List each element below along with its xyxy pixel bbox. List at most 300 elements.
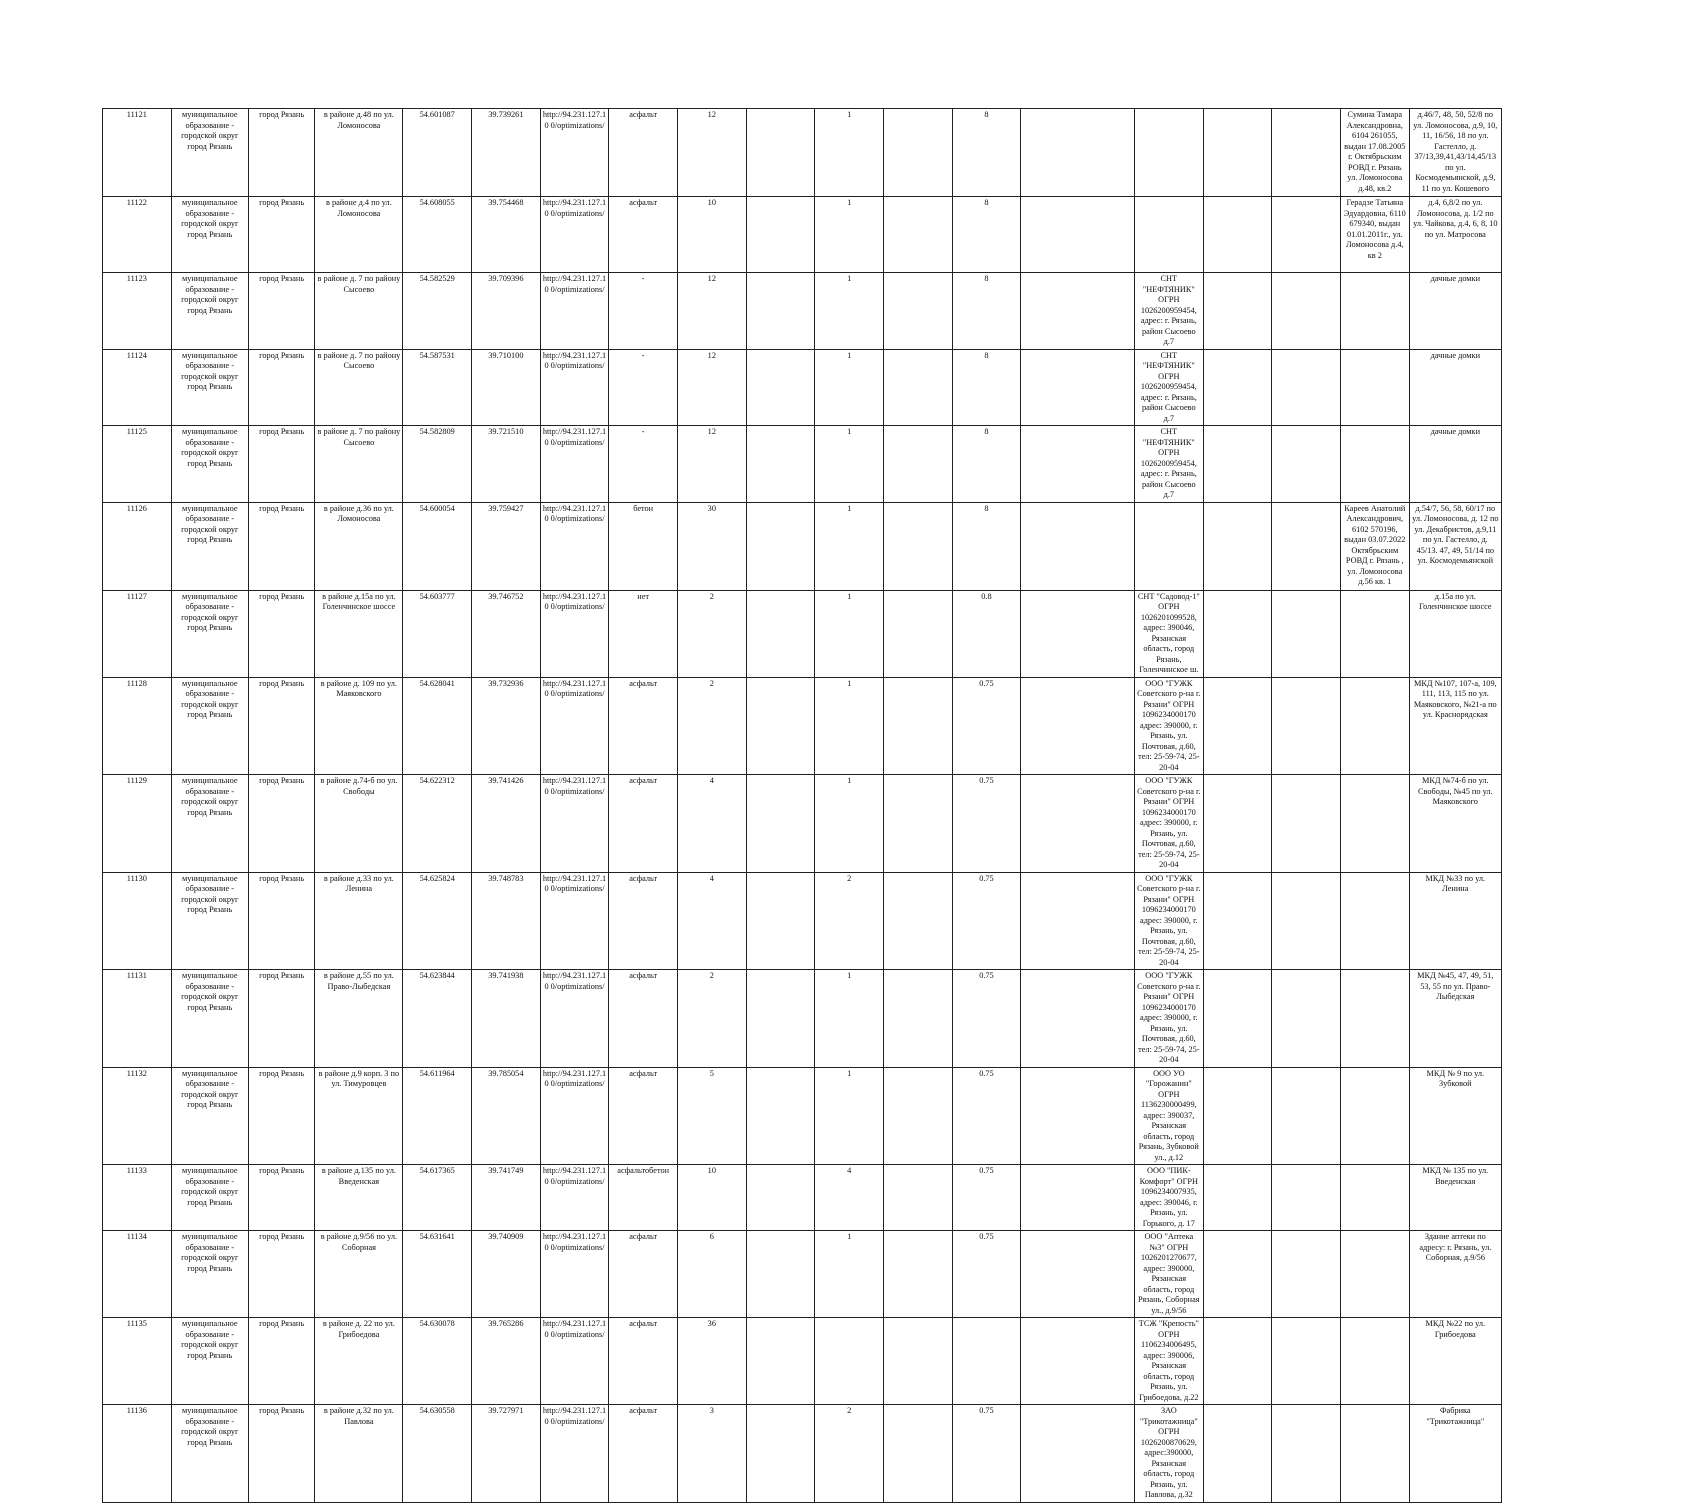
cell-area: 4 — [678, 872, 747, 970]
cell-municipality: муниципальное образование - городской округ город Рязань — [171, 273, 248, 350]
cell-empty — [1021, 1318, 1135, 1405]
cell-owner — [1340, 970, 1409, 1068]
cell-area: 2 — [678, 590, 747, 677]
cell-id: 11129 — [103, 775, 172, 873]
cell-volume: 8 — [952, 426, 1021, 503]
cell-empty — [883, 349, 952, 426]
cell-organization: ТСЖ "Крепость" ОГРН 1106234006495, адрес: 390006, Рязанская область, город Рязань, ул. Грибоедова, д.22 — [1135, 1318, 1204, 1405]
cell-longitude: 39.727971 — [472, 1405, 541, 1503]
cell-longitude: 39.765286 — [472, 1318, 541, 1405]
cell-id: 11123 — [103, 273, 172, 350]
cell-id: 11121 — [103, 109, 172, 197]
cell-address: в районе д.32 по ул. Павлова — [315, 1405, 403, 1503]
cell-empty — [1272, 197, 1341, 273]
cell-area: 12 — [678, 109, 747, 197]
cell-area: 3 — [678, 1405, 747, 1503]
cell-address: в районе д.74-б по ул. Свободы — [315, 775, 403, 873]
cell-sources: дачные домки — [1409, 426, 1501, 503]
cell-count: 1 — [815, 273, 884, 350]
cell-empty — [746, 349, 815, 426]
cell-volume — [952, 1318, 1021, 1405]
cell-empty — [883, 677, 952, 775]
cell-city: город Рязань — [248, 1405, 315, 1503]
cell-longitude: 39.746752 — [472, 590, 541, 677]
cell-surface: бетон — [609, 502, 678, 590]
table-row — [103, 502, 1502, 590]
cell-empty — [883, 197, 952, 273]
cell-empty — [1272, 1165, 1341, 1231]
table-row — [103, 1318, 1502, 1405]
cell-latitude: 54.631641 — [403, 1231, 472, 1318]
cell-longitude: 39.732936 — [472, 677, 541, 775]
cell-empty — [746, 872, 815, 970]
cell-id: 11130 — [103, 872, 172, 970]
cell-empty — [1272, 590, 1341, 677]
cell-empty — [883, 502, 952, 590]
cell-municipality: муниципальное образование - городской округ город Рязань — [171, 970, 248, 1068]
cell-url: http://94.231.127.10 0/optimizations/ — [540, 1405, 609, 1503]
cell-organization — [1135, 109, 1204, 197]
cell-latitude: 54.611964 — [403, 1067, 472, 1165]
cell-owner — [1340, 426, 1409, 503]
cell-organization: СНТ "Садовод-1" ОГРН 1026201099528, адрес: 390046, Рязанская область, город Рязань, Голенчинское ш. — [1135, 590, 1204, 677]
cell-url: http://94.231.127.10 0/optimizations/ — [540, 1165, 609, 1231]
cell-id: 11136 — [103, 1405, 172, 1503]
cell-sources: МКД №22 по ул. Грибоедова — [1409, 1318, 1501, 1405]
cell-address: в районе д.33 по ул. Ленина — [315, 872, 403, 970]
cell-empty — [1203, 273, 1272, 350]
cell-empty — [746, 1318, 815, 1405]
cell-empty — [883, 1405, 952, 1503]
cell-empty — [1021, 1231, 1135, 1318]
cell-empty — [1021, 109, 1135, 197]
cell-municipality: муниципальное образование - городской округ город Рязань — [171, 677, 248, 775]
cell-sources: МКД № 135 по ул. Введенская — [1409, 1165, 1501, 1231]
cell-count: 4 — [815, 1165, 884, 1231]
cell-organization: СНТ "НЕФТЯНИК" ОГРН 1026200959454, адрес: г. Рязань, район Сысоево д.7 — [1135, 273, 1204, 350]
cell-empty — [1203, 775, 1272, 873]
cell-count: 1 — [815, 590, 884, 677]
table-row — [103, 1405, 1502, 1503]
cell-municipality: муниципальное образование - городской округ город Рязань — [171, 775, 248, 873]
cell-count: 1 — [815, 502, 884, 590]
cell-count: 2 — [815, 1405, 884, 1503]
cell-municipality: муниципальное образование - городской округ город Рязань — [171, 1231, 248, 1318]
cell-address: в районе д.36 по ул. Ломоносова — [315, 502, 403, 590]
cell-address: в районе д. 7 по району Сысоево — [315, 349, 403, 426]
cell-address: в районе д.4 по ул. Ломоносова — [315, 197, 403, 273]
cell-volume: 0.75 — [952, 872, 1021, 970]
cell-empty — [1021, 872, 1135, 970]
cell-owner — [1340, 1318, 1409, 1405]
table-row — [103, 349, 1502, 426]
cell-surface: асфальт — [609, 677, 678, 775]
cell-volume: 0.75 — [952, 677, 1021, 775]
cell-empty — [1272, 970, 1341, 1068]
table-row — [103, 872, 1502, 970]
cell-empty — [883, 273, 952, 350]
cell-organization — [1135, 502, 1204, 590]
cell-area: 10 — [678, 1165, 747, 1231]
cell-longitude: 39.785054 — [472, 1067, 541, 1165]
cell-latitude: 54.628041 — [403, 677, 472, 775]
cell-empty — [1203, 677, 1272, 775]
cell-count: 1 — [815, 349, 884, 426]
cell-surface: - — [609, 426, 678, 503]
cell-surface: асфальт — [609, 197, 678, 273]
cell-surface: нет — [609, 590, 678, 677]
cell-address: в районе д. 7 по району Сысоево — [315, 426, 403, 503]
cell-city: город Рязань — [248, 590, 315, 677]
cell-id: 11122 — [103, 197, 172, 273]
cell-url: http://94.231.127.10 0/optimizations/ — [540, 109, 609, 197]
cell-longitude: 39.754468 — [472, 197, 541, 273]
cell-city: город Рязань — [248, 1231, 315, 1318]
cell-empty — [1203, 197, 1272, 273]
cell-municipality: муниципальное образование - городской округ город Рязань — [171, 502, 248, 590]
cell-count: 1 — [815, 1067, 884, 1165]
cell-empty — [1203, 349, 1272, 426]
cell-organization: ООО "ПИК-Комфорт" ОГРН 1096234007935, адрес: 390046, г. Рязань, ул. Горького, д. 17 — [1135, 1165, 1204, 1231]
cell-empty — [1021, 273, 1135, 350]
cell-empty — [746, 197, 815, 273]
cell-url: http://94.231.127.10 0/optimizations/ — [540, 775, 609, 873]
cell-latitude: 54.623844 — [403, 970, 472, 1068]
cell-empty — [1021, 590, 1135, 677]
cell-volume: 0.8 — [952, 590, 1021, 677]
cell-area: 10 — [678, 197, 747, 273]
cell-empty — [1021, 349, 1135, 426]
cell-empty — [746, 1405, 815, 1503]
cell-empty — [746, 970, 815, 1068]
cell-empty — [746, 426, 815, 503]
cell-latitude: 54.582809 — [403, 426, 472, 503]
cell-url: http://94.231.127.10 0/optimizations/ — [540, 197, 609, 273]
cell-empty — [883, 590, 952, 677]
cell-surface: асфальт — [609, 970, 678, 1068]
cell-volume: 0.75 — [952, 1405, 1021, 1503]
cell-volume: 0.75 — [952, 1067, 1021, 1165]
cell-surface: - — [609, 349, 678, 426]
cell-count: 1 — [815, 775, 884, 873]
cell-empty — [883, 872, 952, 970]
cell-url: http://94.231.127.10 0/optimizations/ — [540, 502, 609, 590]
cell-empty — [1272, 872, 1341, 970]
cell-url: http://94.231.127.10 0/optimizations/ — [540, 273, 609, 350]
cell-id: 11134 — [103, 1231, 172, 1318]
cell-surface: асфальт — [609, 1318, 678, 1405]
table-row — [103, 273, 1502, 350]
cell-empty — [1272, 109, 1341, 197]
cell-area: 30 — [678, 502, 747, 590]
cell-empty — [1272, 1405, 1341, 1503]
cell-latitude: 54.601087 — [403, 109, 472, 197]
cell-area: 4 — [678, 775, 747, 873]
cell-longitude: 39.740909 — [472, 1231, 541, 1318]
cell-owner — [1340, 273, 1409, 350]
cell-city: город Рязань — [248, 775, 315, 873]
cell-area: 2 — [678, 970, 747, 1068]
cell-empty — [746, 1067, 815, 1165]
cell-surface: асфальтобетон — [609, 1165, 678, 1231]
table-row — [103, 677, 1502, 775]
cell-empty — [1272, 1231, 1341, 1318]
cell-municipality: муниципальное образование - городской округ город Рязань — [171, 197, 248, 273]
cell-area: 12 — [678, 273, 747, 350]
cell-empty — [883, 1165, 952, 1231]
cell-longitude: 39.748783 — [472, 872, 541, 970]
cell-empty — [1021, 775, 1135, 873]
cell-volume: 0.75 — [952, 775, 1021, 873]
table-row — [103, 775, 1502, 873]
table-row — [103, 109, 1502, 197]
cell-municipality: муниципальное образование - городской округ город Рязань — [171, 590, 248, 677]
cell-empty — [1203, 502, 1272, 590]
cell-organization: ООО УО "Горожанин" ОГРН 1136230000499, адрес: 390037, Рязанская область, город Рязань, Зубковой ул., д.12 — [1135, 1067, 1204, 1165]
register-page — [102, 108, 1502, 1503]
cell-owner: Кареев Анатолий Александрович, 6102 570196, выдан 03.07.2022 Октябрьским РОВД г. Рязань , ул. Ломоносова д.56 кв. 1 — [1340, 502, 1409, 590]
cell-municipality: муниципальное образование - городской округ город Рязань — [171, 1318, 248, 1405]
cell-url: http://94.231.127.10 0/optimizations/ — [540, 677, 609, 775]
cell-organization: ООО "ГУЖК Советского р-на г. Рязани" ОГРН 1096234000170 адрес: 390000, г. Рязань, ул. Почтовая, д.60, тел: 25-59-74, 25-20-04 — [1135, 970, 1204, 1068]
cell-id: 11135 — [103, 1318, 172, 1405]
cell-count — [815, 1318, 884, 1405]
cell-municipality: муниципальное образование - городской округ город Рязань — [171, 872, 248, 970]
cell-volume: 0.75 — [952, 970, 1021, 1068]
cell-sources: д.15а по ул. Голенчинское шоссе — [1409, 590, 1501, 677]
cell-empty — [883, 1067, 952, 1165]
cell-organization — [1135, 197, 1204, 273]
cell-owner — [1340, 677, 1409, 775]
cell-area: 6 — [678, 1231, 747, 1318]
cell-empty — [1272, 1318, 1341, 1405]
cell-city: город Рязань — [248, 349, 315, 426]
cell-longitude: 39.721510 — [472, 426, 541, 503]
cell-volume: 8 — [952, 502, 1021, 590]
cell-empty — [883, 1318, 952, 1405]
cell-sources: МКД №74-б по ул. Свободы, №45 по ул. Маяковского — [1409, 775, 1501, 873]
cell-longitude: 39.709396 — [472, 273, 541, 350]
cell-municipality: муниципальное образование - городской округ город Рязань — [171, 109, 248, 197]
cell-surface: асфальт — [609, 1067, 678, 1165]
cell-longitude: 39.741938 — [472, 970, 541, 1068]
cell-empty — [746, 775, 815, 873]
cell-sources: МКД №107, 107-а, 109, 111, 113, 115 по ул. Маяковского, №21-а по ул. Краснорядская — [1409, 677, 1501, 775]
cell-sources: д.4, 6,8/2 по ул. Ломоносова, д. 1/2 по ул. Чайкова, д.4, 6, 8, 10 по ул. Матросова — [1409, 197, 1501, 273]
cell-owner: Герадзе Татьяна Эдуардовна, 6110 679340, выдан 01.01.2011г., ул. Ломоносова д.4, кв 2 — [1340, 197, 1409, 273]
cell-empty — [883, 426, 952, 503]
cell-municipality: муниципальное образование - городской округ город Рязань — [171, 426, 248, 503]
cell-count: 1 — [815, 970, 884, 1068]
cell-city: город Рязань — [248, 273, 315, 350]
cell-longitude: 39.741426 — [472, 775, 541, 873]
cell-volume: 8 — [952, 349, 1021, 426]
cell-organization: ООО "ГУЖК Советского р-на г. Рязани" ОГРН 1096234000170 адрес: 390000, г. Рязань, ул. Почтовая, д.60, тел: 25-59-74, 25-20-04 — [1135, 872, 1204, 970]
cell-empty — [1272, 349, 1341, 426]
cell-volume: 0.75 — [952, 1231, 1021, 1318]
cell-count: 1 — [815, 109, 884, 197]
cell-area: 36 — [678, 1318, 747, 1405]
cell-owner — [1340, 1231, 1409, 1318]
table-row — [103, 197, 1502, 273]
cell-latitude: 54.630558 — [403, 1405, 472, 1503]
cell-municipality: муниципальное образование - городской округ город Рязань — [171, 1165, 248, 1231]
cell-empty — [1021, 1165, 1135, 1231]
cell-latitude: 54.603777 — [403, 590, 472, 677]
cell-municipality: муниципальное образование - городской округ город Рязань — [171, 1067, 248, 1165]
cell-address: в районе д. 7 по району Сысоево — [315, 273, 403, 350]
cell-organization: СНТ "НЕФТЯНИК" ОГРН 1026200959454, адрес: г. Рязань, район Сысоево д.7 — [1135, 349, 1204, 426]
cell-city: город Рязань — [248, 197, 315, 273]
cell-owner: Сумина Тамара Александровна, 6104 261055, выдан 17.08.2005 г. Октябрьским РОВД г. Рязань ул. Ломоносова д.48, кв.2 — [1340, 109, 1409, 197]
cell-latitude: 54.622312 — [403, 775, 472, 873]
cell-empty — [1021, 502, 1135, 590]
cell-sources: Здание аптеки по адресу: г. Рязань, ул. Соборная, д.9/56 — [1409, 1231, 1501, 1318]
cell-empty — [1021, 970, 1135, 1068]
cell-empty — [1272, 502, 1341, 590]
cell-address: в районе д.9 корп. 3 по ул. Тимуровцев — [315, 1067, 403, 1165]
table-row — [103, 426, 1502, 503]
cell-organization: ЗАО "Трикотажница" ОГРН 1026200870629, адрес:390000, Рязанская область, город Рязань, ул. Павлова, д.32 — [1135, 1405, 1204, 1503]
cell-surface: асфальт — [609, 775, 678, 873]
cell-url: http://94.231.127.10 0/optimizations/ — [540, 872, 609, 970]
cell-surface: асфальт — [609, 1405, 678, 1503]
cell-latitude: 54.625824 — [403, 872, 472, 970]
cell-empty — [746, 273, 815, 350]
cell-id: 11131 — [103, 970, 172, 1068]
cell-organization: СНТ "НЕФТЯНИК" ОГРН 1026200959454, адрес: г. Рязань, район Сысоево д.7 — [1135, 426, 1204, 503]
cell-sources: МКД №45, 47, 49, 51, 53, 55 по ул. Право-Лыбедская — [1409, 970, 1501, 1068]
cell-city: город Рязань — [248, 502, 315, 590]
cell-latitude: 54.617365 — [403, 1165, 472, 1231]
cell-id: 11132 — [103, 1067, 172, 1165]
cell-id: 11133 — [103, 1165, 172, 1231]
cell-url: http://94.231.127.10 0/optimizations/ — [540, 590, 609, 677]
cell-latitude: 54.600054 — [403, 502, 472, 590]
cell-sources: дачные домки — [1409, 273, 1501, 350]
cell-municipality: муниципальное образование - городской округ город Рязань — [171, 1405, 248, 1503]
cell-empty — [746, 590, 815, 677]
cell-empty — [1272, 426, 1341, 503]
cell-id: 11126 — [103, 502, 172, 590]
cell-municipality: муниципальное образование - городской округ город Рязань — [171, 349, 248, 426]
cell-empty — [746, 1231, 815, 1318]
cell-empty — [1021, 677, 1135, 775]
cell-url: http://94.231.127.10 0/optimizations/ — [540, 970, 609, 1068]
cell-city: город Рязань — [248, 970, 315, 1068]
cell-empty — [1272, 273, 1341, 350]
cell-owner — [1340, 775, 1409, 873]
cell-surface: асфальт — [609, 872, 678, 970]
cell-latitude: 54.587531 — [403, 349, 472, 426]
cell-longitude: 39.739261 — [472, 109, 541, 197]
cell-count: 1 — [815, 677, 884, 775]
cell-sources: д.54/7, 56, 58, 60/17 по ул. Ломоносова, д. 12 по ул. Декабристов, д.9,11 по ул. Гастелло, д. 45/13. 47, 49, 51/14 по ул. Космодемьянской — [1409, 502, 1501, 590]
cell-empty — [746, 1165, 815, 1231]
cell-empty — [746, 677, 815, 775]
cell-area: 5 — [678, 1067, 747, 1165]
cell-id: 11125 — [103, 426, 172, 503]
cell-empty — [1021, 1067, 1135, 1165]
cell-empty — [1203, 109, 1272, 197]
cell-empty — [1203, 590, 1272, 677]
cell-sources: МКД № 9 по ул. Зубковой — [1409, 1067, 1501, 1165]
cell-owner — [1340, 1067, 1409, 1165]
cell-surface: асфальт — [609, 109, 678, 197]
cell-sources: Фабрика "Трикотажница" — [1409, 1405, 1501, 1503]
cell-empty — [1272, 677, 1341, 775]
cell-address: в районе д.135 по ул. Введенская — [315, 1165, 403, 1231]
table-row — [103, 1067, 1502, 1165]
table-row — [103, 970, 1502, 1068]
cell-owner — [1340, 590, 1409, 677]
cell-address: в районе д.15а по ул. Голенчинское шоссе — [315, 590, 403, 677]
table-row — [103, 590, 1502, 677]
cell-sources: дачные домки — [1409, 349, 1501, 426]
cell-organization: ООО "ГУЖК Советского р-на г. Рязани" ОГРН 1096234000170 адрес: 390000, г. Рязань, ул. Почтовая, д.60, тел: 25-59-74, 25-20-04 — [1135, 775, 1204, 873]
cell-city: город Рязань — [248, 1067, 315, 1165]
cell-empty — [1203, 1067, 1272, 1165]
cell-owner — [1340, 872, 1409, 970]
cell-id: 11127 — [103, 590, 172, 677]
register-table — [102, 108, 1502, 1503]
cell-address: в районе д. 22 по ул. Грибоедова — [315, 1318, 403, 1405]
cell-surface: асфальт — [609, 1231, 678, 1318]
cell-sources: д.46/7, 48, 50, 52/8 по ул. Ломоносова, д.9, 10, 11, 16/56, 18 по ул. Гастелло, д. 37/13,39,41,43/14,45/13 по ул. Космодемьянской, д.9, 11 по ул. Кошевого — [1409, 109, 1501, 197]
cell-address: в районе д.48 по ул. Ломоносова — [315, 109, 403, 197]
cell-volume: 8 — [952, 273, 1021, 350]
cell-sources: МКД №33 по ул. Ленина — [1409, 872, 1501, 970]
cell-area: 2 — [678, 677, 747, 775]
cell-empty — [1203, 1231, 1272, 1318]
cell-empty — [1021, 426, 1135, 503]
cell-area: 12 — [678, 349, 747, 426]
cell-empty — [1272, 1067, 1341, 1165]
table-row — [103, 1231, 1502, 1318]
cell-city: город Рязань — [248, 109, 315, 197]
cell-empty — [746, 502, 815, 590]
cell-url: http://94.231.127.10 0/optimizations/ — [540, 349, 609, 426]
cell-empty — [1203, 1318, 1272, 1405]
cell-url: http://94.231.127.10 0/optimizations/ — [540, 1231, 609, 1318]
cell-count: 1 — [815, 426, 884, 503]
cell-address: в районе д. 109 по ул. Маяковского — [315, 677, 403, 775]
cell-empty — [1203, 426, 1272, 503]
cell-id: 11128 — [103, 677, 172, 775]
cell-empty — [883, 109, 952, 197]
cell-empty — [1203, 1165, 1272, 1231]
cell-url: http://94.231.127.10 0/optimizations/ — [540, 1318, 609, 1405]
cell-city: город Рязань — [248, 872, 315, 970]
cell-owner — [1340, 1165, 1409, 1231]
cell-address: в районе д.9/56 по ул. Соборная — [315, 1231, 403, 1318]
cell-latitude: 54.608055 — [403, 197, 472, 273]
cell-count: 2 — [815, 872, 884, 970]
cell-address: в районе д.55 по ул. Право-Лыбедская — [315, 970, 403, 1068]
cell-empty — [883, 1231, 952, 1318]
cell-count: 1 — [815, 1231, 884, 1318]
cell-longitude: 39.741749 — [472, 1165, 541, 1231]
cell-empty — [1203, 970, 1272, 1068]
cell-area: 12 — [678, 426, 747, 503]
cell-count: 1 — [815, 197, 884, 273]
cell-owner — [1340, 349, 1409, 426]
cell-city: город Рязань — [248, 1165, 315, 1231]
cell-volume: 0.75 — [952, 1165, 1021, 1231]
cell-empty — [1203, 872, 1272, 970]
cell-city: город Рязань — [248, 1318, 315, 1405]
cell-empty — [883, 970, 952, 1068]
